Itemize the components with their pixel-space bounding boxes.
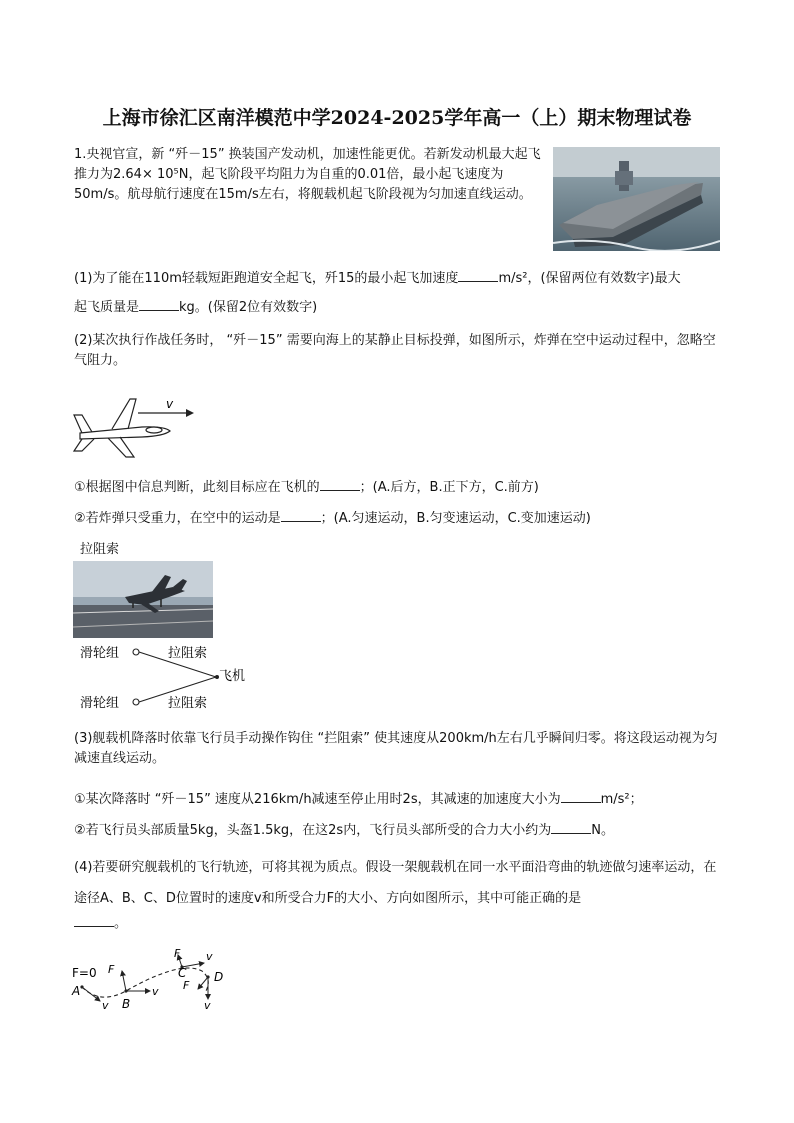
answer-blank-acceleration[interactable]: [458, 269, 498, 282]
carrier-photo: [553, 147, 720, 251]
aircraft-label: 飞机: [219, 669, 246, 684]
arresting-cable-diagram: [80, 640, 260, 716]
q1-part2-text: (2)某次执行作战任务时， “歼－15” 需要向海上的某静止目标投弹，如图所示，炸弹在空中运动过程中，忽略空气阻力。: [74, 333, 716, 368]
answer-blank-net-force[interactable]: [551, 821, 591, 834]
velocity-label: v: [166, 397, 174, 411]
cable-bottom-label: 拉阻索: [168, 696, 208, 711]
answer-blank-target-position[interactable]: [320, 478, 360, 491]
force-zero-label: F=0: [72, 966, 97, 980]
question-1-intro: 1.央视官宣，新 “歼－15” 换装国产发动机，加速性能更优。若新发动机最大起飞推力为2.64× 10⁵N，起飞阶段平均阻力为自重的0.01倍，最小起飞速度为50m/s。航母航行速度在15m/s左右，将舰载机起飞阶段视为匀加速直线运动。: [74, 147, 541, 202]
q1-part1-text: (1)为了能在110m轻载短距跑道安全起飞，歼15的最小起飞加速度: [74, 271, 459, 286]
pulley-top-label: 滑轮组: [80, 646, 120, 661]
fighter-jet-diagram: [72, 393, 200, 461]
q1-part3-sub1-unit: m/s²；: [600, 792, 643, 807]
force-c-label: F: [174, 947, 181, 960]
answer-blank-mass[interactable]: [139, 298, 179, 311]
landing-photo: [73, 561, 213, 638]
force-d-label: F: [183, 979, 190, 992]
q1-choice2-options: ；(A.匀速运动，B.匀变速运动，C.变加速运动): [320, 511, 591, 526]
answer-blank-deceleration[interactable]: [561, 790, 601, 803]
answer-blank-trajectory[interactable]: [74, 914, 114, 927]
answer-blank-motion-type[interactable]: [281, 509, 321, 522]
q1-choice1-text: ①根据图中信息判断，此刻目标应在飞机的: [74, 480, 320, 495]
velocity-d-label: v: [204, 999, 211, 1012]
q1-part1-mass-unit: kg。(保留2位有效数字): [179, 300, 318, 315]
point-b-label: B: [122, 997, 131, 1011]
q1-part4-end: 。: [114, 916, 128, 931]
point-d-label: D: [214, 970, 224, 984]
q1-part1-mass-text: 起飞质量是: [74, 300, 140, 315]
velocity-b-label: v: [152, 985, 159, 998]
pulley-bottom-label: 滑轮组: [80, 696, 120, 711]
velocity-a-label: v: [102, 999, 109, 1012]
point-a-label: A: [72, 984, 81, 998]
cable-top-label: 拉阻索: [168, 646, 208, 661]
arrester-photo-label: 拉阻索: [80, 542, 120, 557]
q1-part3-sub1: [74, 790, 643, 810]
q1-choice2-line: [74, 509, 591, 529]
q1-choice1-line: [74, 478, 539, 498]
q1-part3-text: (3)舰载机降落时依靠飞行员手动操作钩住 “拦阻索” 使其速度从200km/h左右几乎瞬间归零。将这段运动视为匀减速直线运动。: [74, 731, 718, 766]
q1-choice2-text: ②若炸弹只受重力，在空中的运动是: [74, 511, 281, 526]
q1-part3-sub1-text: ①某次降落时 “歼－15” 速度从216km/h减速至停止用时2s，其减速的加速度大小为: [74, 792, 561, 807]
q1-part3-sub2-text: ②若飞行员头部质量5kg，头盔1.5kg，在这2s内，飞行员头部所受的合力大小约为: [74, 823, 552, 838]
q1-part4-text: (4)若要研究舰载机的飞行轨迹，可将其视为质点。假设一架舰载机在同一水平面沿弯曲的轨迹做匀速率运动，在途径A、B、C、D位置时的速度v和所受合力F的大小、方向如图所示，其中可能正确的是: [74, 860, 717, 906]
point-c-label: C: [178, 966, 187, 980]
q1-part1-line2: [74, 298, 317, 318]
force-b-label: F: [108, 963, 115, 976]
velocity-c-label: v: [206, 950, 213, 963]
q1-choice1-options: ；(A.后方，B.正下方，C.前方): [359, 480, 539, 495]
q1-part4-blank-line: [74, 914, 127, 934]
q1-part3-sub2-unit: N。: [591, 823, 614, 838]
q1-part1-unit: m/s²，(保留两位有效数字)最大: [498, 271, 681, 286]
q1-part1-line1: [74, 269, 681, 289]
q1-part3-sub2: [74, 821, 614, 841]
trajectory-diagram: [70, 945, 235, 1015]
page-title: 上海市徐汇区南洋模范中学2024-2025学年高一（上）期末物理试卷: [102, 107, 692, 129]
